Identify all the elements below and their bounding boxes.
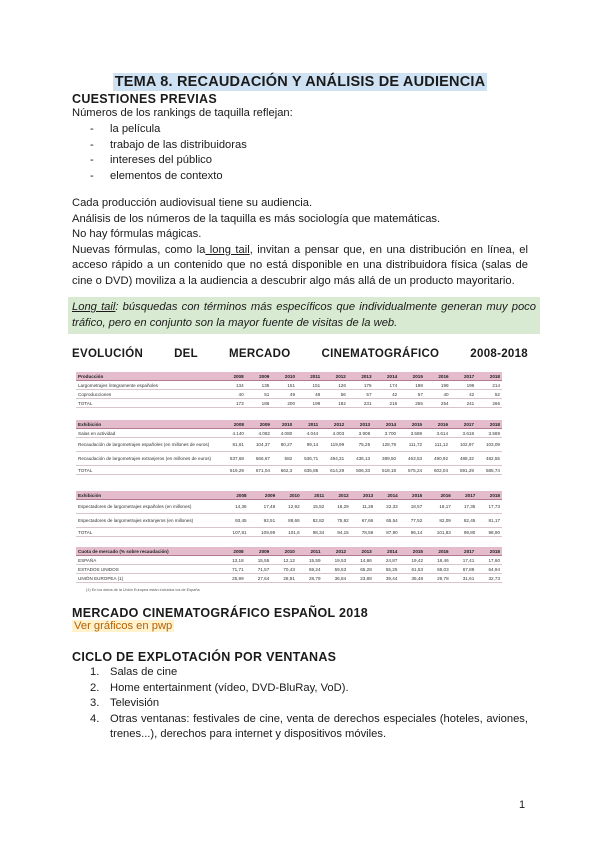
table-cell: 109,99 xyxy=(249,528,278,537)
table-header-cell: Cuota de mercado (% sobre recaudación) xyxy=(76,547,220,556)
table-header-cell: 2014 xyxy=(374,547,400,556)
table-cell: 4.140 xyxy=(220,429,246,438)
table-header-cell: 2014 xyxy=(374,372,400,381)
table-header-cell: 2012 xyxy=(323,547,349,556)
table-header-cell: 2009 xyxy=(249,491,278,500)
table-cell: 128,79 xyxy=(372,438,398,452)
table-cell: 27,64 xyxy=(246,574,272,583)
table-header-cell: 2009 xyxy=(246,420,272,429)
table-cell: 19,53 xyxy=(323,556,349,565)
table-cell: 231 xyxy=(348,399,374,408)
table-cell: 186 xyxy=(246,399,272,408)
table-row xyxy=(76,528,502,537)
table-cell: 111,72 xyxy=(398,438,424,452)
table-cell: 103,09 xyxy=(476,438,502,452)
table-cell: 482,55 xyxy=(476,452,502,466)
table-header-cell: 2008 xyxy=(220,372,246,381)
table-cell: 176 xyxy=(348,381,374,390)
table-cell: 57 xyxy=(399,390,425,399)
table-header-cell: 2009 xyxy=(246,547,272,556)
table-cell: 536,71 xyxy=(294,452,320,466)
table-cell: 602,04 xyxy=(424,466,450,475)
table-cell: 40 xyxy=(425,390,451,399)
table-cell: 18,17 xyxy=(424,500,453,514)
table-header-cell: 2018 xyxy=(476,420,502,429)
table-cell: 18,57 xyxy=(400,500,425,514)
table-header-cell: 2012 xyxy=(326,491,351,500)
table-produccion xyxy=(76,372,502,408)
table-cell: 14,86 xyxy=(348,556,374,565)
table-cell: 81,17 xyxy=(477,514,502,528)
table-row-label: UNIÓN EUROPEA (1) xyxy=(76,574,220,583)
table-header-cell: 2017 xyxy=(451,372,477,381)
table-cell: 490,92 xyxy=(424,452,450,466)
table-header-cell: 2014 xyxy=(375,491,400,500)
page-number: 1 xyxy=(519,799,526,811)
table-row-label: ESTADOS UNIDOS xyxy=(76,565,220,574)
list-item: - trabajo de las distribuidoras xyxy=(72,138,247,154)
table-header-cell: 2009 xyxy=(246,372,272,381)
table-cell: 199 xyxy=(297,399,322,408)
table-cell: 70,43 xyxy=(271,565,297,574)
table-cell: 17,73 xyxy=(477,500,502,514)
table-header-cell: 2010 xyxy=(271,372,297,381)
table-cell: 241 xyxy=(451,399,477,408)
list-item: - intereses del público xyxy=(72,153,247,169)
table-header-cell: 2008 xyxy=(220,420,246,429)
table-cell: 119,99 xyxy=(320,438,346,452)
table-cell: 585,74 xyxy=(476,466,502,475)
table-header-row xyxy=(76,547,502,556)
table-cell: 14,36 xyxy=(220,500,249,514)
table-cell: 32,73 xyxy=(476,574,502,583)
table-header-cell: 2016 xyxy=(424,491,453,500)
table-row xyxy=(76,390,502,399)
table-cell: 64,94 xyxy=(476,565,502,574)
table-cell: 17,41 xyxy=(451,556,477,565)
table-cell: 214 xyxy=(476,381,502,390)
table-header-cell: Exhibición xyxy=(76,420,220,429)
table-cell: 42 xyxy=(451,390,477,399)
table-cell: 71,71 xyxy=(220,565,246,574)
table-row xyxy=(76,429,502,438)
table-header-row xyxy=(76,372,502,381)
table-cell: 29,78 xyxy=(425,574,451,583)
table-header-cell: 2010 xyxy=(272,420,294,429)
table-header-cell: 2015 xyxy=(399,547,425,556)
table-header-cell: 2018 xyxy=(476,547,502,556)
table-cell: 35,48 xyxy=(399,574,425,583)
table-cell: 77,52 xyxy=(400,514,425,528)
table-cell: 87,90 xyxy=(375,528,400,537)
table-cell: 17,60 xyxy=(476,556,502,565)
table-cell: 17,48 xyxy=(249,500,278,514)
table-header-cell: 2015 xyxy=(398,420,424,429)
table-header-cell: 2015 xyxy=(400,491,425,500)
table-cell: 42 xyxy=(374,390,400,399)
table-header-cell: 2014 xyxy=(372,420,398,429)
table-cell: 126 xyxy=(322,381,348,390)
table-cell: 93,45 xyxy=(220,514,249,528)
table-cell: 51 xyxy=(246,390,272,399)
table-header-cell: 2016 xyxy=(425,547,451,556)
paragraph-line: Nuevas fórmulas, como la long tail, invitan a pensar que, en una distribución en línea, el acceso rápido a un contenido que no está disponible en una distribuidora física (salas de cine o DVD) moviliza a la audiencia a descubrir algo más allá de un producto mayoritario. xyxy=(72,243,528,287)
table-cell: 88,66 xyxy=(277,514,302,528)
table-row-label: Espectadores de largometrajes extranjeros (en millones) xyxy=(76,514,220,528)
table-cell: 436,13 xyxy=(346,452,372,466)
table-cell: 75,92 xyxy=(326,514,351,528)
table-cell: 174 xyxy=(374,381,400,390)
table-header-cell: 2015 xyxy=(399,372,425,381)
ciclo-list xyxy=(72,665,528,743)
table-header-cell: 2017 xyxy=(451,547,477,556)
table-cell: 55,25 xyxy=(374,565,400,574)
table-cell: 4.080 xyxy=(272,429,294,438)
table-cell: 17,35 xyxy=(453,500,478,514)
table-cell: 82,45 xyxy=(453,514,478,528)
table-header-cell: 2010 xyxy=(277,491,302,500)
table-cell: 3.700 xyxy=(372,429,398,438)
table-header-cell: 2008 xyxy=(220,547,246,556)
table-header-cell: 2011 xyxy=(297,547,323,556)
table-cell: 151 xyxy=(271,381,297,390)
table-cell: 488,32 xyxy=(450,452,476,466)
table-cell: 104,37 xyxy=(246,438,272,452)
table-cell: 59,53 xyxy=(323,565,349,574)
table-cell: 566,67 xyxy=(246,452,272,466)
table-footnote: (1) En los datos de la Unión Europea están incluidos los de España xyxy=(86,588,200,592)
table-row-label: Recaudación de largometrajes extranjeros (en millones de euros) xyxy=(76,452,220,466)
table-cell: 199 xyxy=(451,381,477,390)
table-cell: 135 xyxy=(246,381,272,390)
table-cell: 111,12 xyxy=(424,438,450,452)
table-cell: 61,53 xyxy=(399,565,425,574)
table-cell: 28,91 xyxy=(271,574,297,583)
table-cell: 494,31 xyxy=(320,452,346,466)
section-heading-evolucion: EVOLUCIÓN DEL MERCADO CINEMATOGRÁFICO 2008-2018 xyxy=(72,348,528,360)
table-header-cell: 2011 xyxy=(302,491,327,500)
table-cell: 575,24 xyxy=(398,466,424,475)
table-header-cell: 2011 xyxy=(294,420,320,429)
table-cell: 255 xyxy=(399,399,425,408)
table-cell: 98,90 xyxy=(477,528,502,537)
table-cell: 96,14 xyxy=(400,528,425,537)
table-cell: 200 xyxy=(271,399,297,408)
cuestiones-list xyxy=(72,122,247,184)
table-cell: 19,42 xyxy=(399,556,425,565)
table-cell: 15,59 xyxy=(297,556,323,565)
table-header-row xyxy=(76,420,502,429)
table-cell: 4.044 xyxy=(294,429,320,438)
table-cell: 619,29 xyxy=(220,466,246,475)
table-row xyxy=(76,565,502,574)
table-cell: 15,55 xyxy=(246,556,272,565)
table-header-cell: 2011 xyxy=(297,372,322,381)
section-heading-cuestiones: CUESTIONES PREVIAS xyxy=(72,92,218,106)
table-header-cell: 2018 xyxy=(476,372,502,381)
table-cell: 3.908 xyxy=(346,429,372,438)
table-cell: 65,28 xyxy=(348,565,374,574)
table-row-label: TOTAL xyxy=(76,528,220,537)
table-cell: 22,33 xyxy=(375,500,400,514)
paragraph-line: No hay fórmulas mágicas. xyxy=(72,228,202,241)
table-cell: 81,61 xyxy=(220,438,246,452)
table-cell: 18,29 xyxy=(326,500,351,514)
list-item: - la película xyxy=(72,122,247,138)
table-cell: 614,29 xyxy=(320,466,346,475)
table-cell: 3.618 xyxy=(450,429,476,438)
table-cell: 506,33 xyxy=(346,466,372,475)
table-row-label: ESPAÑA xyxy=(76,556,220,565)
table-header-cell: 2012 xyxy=(320,420,346,429)
table-cell: 101,83 xyxy=(424,528,453,537)
table-row-label: TOTAL xyxy=(76,466,220,475)
table-cell: 107,81 xyxy=(220,528,249,537)
body-paragraph xyxy=(72,196,528,290)
table-header-cell: 2012 xyxy=(322,372,348,381)
table-cell: 13,18 xyxy=(220,556,246,565)
table-row xyxy=(76,438,502,452)
table-row xyxy=(76,381,502,390)
table-cell: 18,46 xyxy=(425,556,451,565)
table-row-label: Coproducciones xyxy=(76,390,220,399)
table-cell: 635,85 xyxy=(294,466,320,475)
table-exhibicion xyxy=(76,420,502,475)
table-cell: 67,89 xyxy=(451,565,477,574)
table-cell: 662,3 xyxy=(272,466,294,475)
table-cell: 537,68 xyxy=(220,452,246,466)
table-header-cell: 2013 xyxy=(348,547,374,556)
table-cell: 78,59 xyxy=(351,528,376,537)
table-cell: 92,51 xyxy=(249,514,278,528)
table-row-label: TOTAL xyxy=(76,399,220,408)
table-cell: 4.003 xyxy=(320,429,346,438)
table-row xyxy=(76,556,502,565)
table-cell: 12,12 xyxy=(271,556,297,565)
table-row-label: Espectadores de largometrajes españoles (en millones) xyxy=(76,500,220,514)
table-cell: 36,84 xyxy=(323,574,349,583)
ver-graficos-link[interactable]: Ver gráficos en pwp xyxy=(74,620,173,632)
paragraph-line: Cada producción audiovisual tiene su audiencia. xyxy=(72,197,313,209)
table-cell: 216 xyxy=(374,399,400,408)
table-cuota-mercado xyxy=(76,547,502,583)
long-tail-link[interactable]: long tail xyxy=(205,243,250,256)
table-cell: 75,25 xyxy=(346,438,372,452)
table-cell: 15,52 xyxy=(302,500,327,514)
table-row xyxy=(76,574,502,583)
table-cell: 69,24 xyxy=(297,565,323,574)
long-tail-definition: Long tail: búsquedas con términos más específicos que individualmente generan muy poco tráfico, pero en conjunto son la mayor fuente de visitas de la web. xyxy=(68,297,540,334)
table-cell: 3.589 xyxy=(398,429,424,438)
table-cell: 102,97 xyxy=(450,438,476,452)
table-cell: 4.082 xyxy=(246,429,272,438)
table-cell: 591,29 xyxy=(450,466,476,475)
table-row xyxy=(76,500,502,514)
table-cell: 151 xyxy=(297,381,322,390)
table-cell: 25,99 xyxy=(220,574,246,583)
table-row xyxy=(76,466,502,475)
table-cell: 463,53 xyxy=(398,452,424,466)
table-cell: 101,6 xyxy=(277,528,302,537)
table-cell: 56 xyxy=(322,390,348,399)
table-header-cell: 2010 xyxy=(271,547,297,556)
table-cell: 49 xyxy=(271,390,297,399)
section-heading-mercado: MERCADO CINEMATOGRÁFICO ESPAÑOL 2018 xyxy=(72,606,369,620)
table-cell: 199 xyxy=(425,381,451,390)
table-espectadores xyxy=(76,491,502,537)
table-header-row xyxy=(76,491,502,500)
list-item: 4. Otras ventanas: festivales de cine, venta de derechos especiales (hoteles, aviones, trenes...), derechos para internet y dispositivos móviles. xyxy=(90,712,528,741)
table-header-cell: 2013 xyxy=(346,420,372,429)
table-cell: 582 xyxy=(272,452,294,466)
table-cell: 40 xyxy=(220,390,246,399)
cuestiones-intro: Números de los rankings de taquilla reflejan: xyxy=(72,107,293,119)
list-item: 3. Televisión xyxy=(90,697,160,710)
table-cell: 98,34 xyxy=(302,528,327,537)
table-cell: 52 xyxy=(476,390,502,399)
table-cell: 266 xyxy=(476,399,502,408)
table-cell: 48 xyxy=(297,390,322,399)
table-header-cell: 2013 xyxy=(348,372,374,381)
table-cell: 254 xyxy=(425,399,451,408)
table-cell: 82,82 xyxy=(302,514,327,528)
table-cell: 173 xyxy=(220,399,246,408)
table-cell: 99,14 xyxy=(294,438,320,452)
table-cell: 57 xyxy=(348,390,374,399)
table-header-cell: 2008 xyxy=(220,491,249,500)
table-header-cell: 2016 xyxy=(424,420,450,429)
table-header-cell: Exhibición xyxy=(76,491,220,500)
table-cell: 134 xyxy=(220,381,246,390)
table-cell: 3.614 xyxy=(424,429,450,438)
table-cell: 67,66 xyxy=(351,514,376,528)
table-cell: 99,80 xyxy=(453,528,478,537)
table-cell: 39,44 xyxy=(374,574,400,583)
table-cell: 28,79 xyxy=(297,574,323,583)
table-header-cell: 2017 xyxy=(450,420,476,429)
table-header-cell: 2018 xyxy=(477,491,502,500)
table-header-cell: Producción xyxy=(76,372,220,381)
table-cell: 198 xyxy=(399,381,425,390)
table-row-label: Recaudación de largometrajes españoles (en millones de euros) xyxy=(76,438,220,452)
list-item: - elementos de contexto xyxy=(72,169,247,185)
table-cell: 389,50 xyxy=(372,452,398,466)
table-cell: 24,87 xyxy=(374,556,400,565)
table-row xyxy=(76,399,502,408)
table-header-cell: 2016 xyxy=(425,372,451,381)
table-header-cell: 2017 xyxy=(453,491,478,500)
table-row-label: Salas en actividad xyxy=(76,429,220,438)
table-cell: 11,28 xyxy=(351,500,376,514)
table-cell: 31,61 xyxy=(451,574,477,583)
table-cell: 3.589 xyxy=(476,429,502,438)
list-item: 2. Home entertainment (vídeo, DVD-BluRay, VoD). xyxy=(90,681,349,694)
paragraph-line: Análisis de los números de la taquilla es más sociología que matemáticas. xyxy=(72,212,441,225)
table-cell: 182 xyxy=(322,399,348,408)
list-item: 1. Salas de cine xyxy=(90,666,178,678)
table-cell: 518,18 xyxy=(372,466,398,475)
table-cell: 80,27 xyxy=(272,438,294,452)
table-row-label: Largometrajes íntegramente españoles xyxy=(76,381,220,390)
table-cell: 71,57 xyxy=(246,565,272,574)
long-tail-term: Long tail xyxy=(72,301,116,313)
page-title: TEMA 8. RECAUDACIÓN Y ANÁLISIS DE AUDIENCIA xyxy=(114,74,486,90)
section-heading-ciclo: CICLO DE EXPLOTACIÓN POR VENTANAS xyxy=(72,650,337,664)
table-cell: 12,92 xyxy=(277,500,302,514)
table-cell: 65,54 xyxy=(375,514,400,528)
table-cell: 23,88 xyxy=(348,574,374,583)
table-header-cell: 2013 xyxy=(351,491,376,500)
table-row xyxy=(76,452,502,466)
table-cell: 68,03 xyxy=(425,565,451,574)
table-cell: 94,15 xyxy=(326,528,351,537)
table-cell: 82,09 xyxy=(424,514,453,528)
table-cell: 671,04 xyxy=(246,466,272,475)
table-row xyxy=(76,514,502,528)
